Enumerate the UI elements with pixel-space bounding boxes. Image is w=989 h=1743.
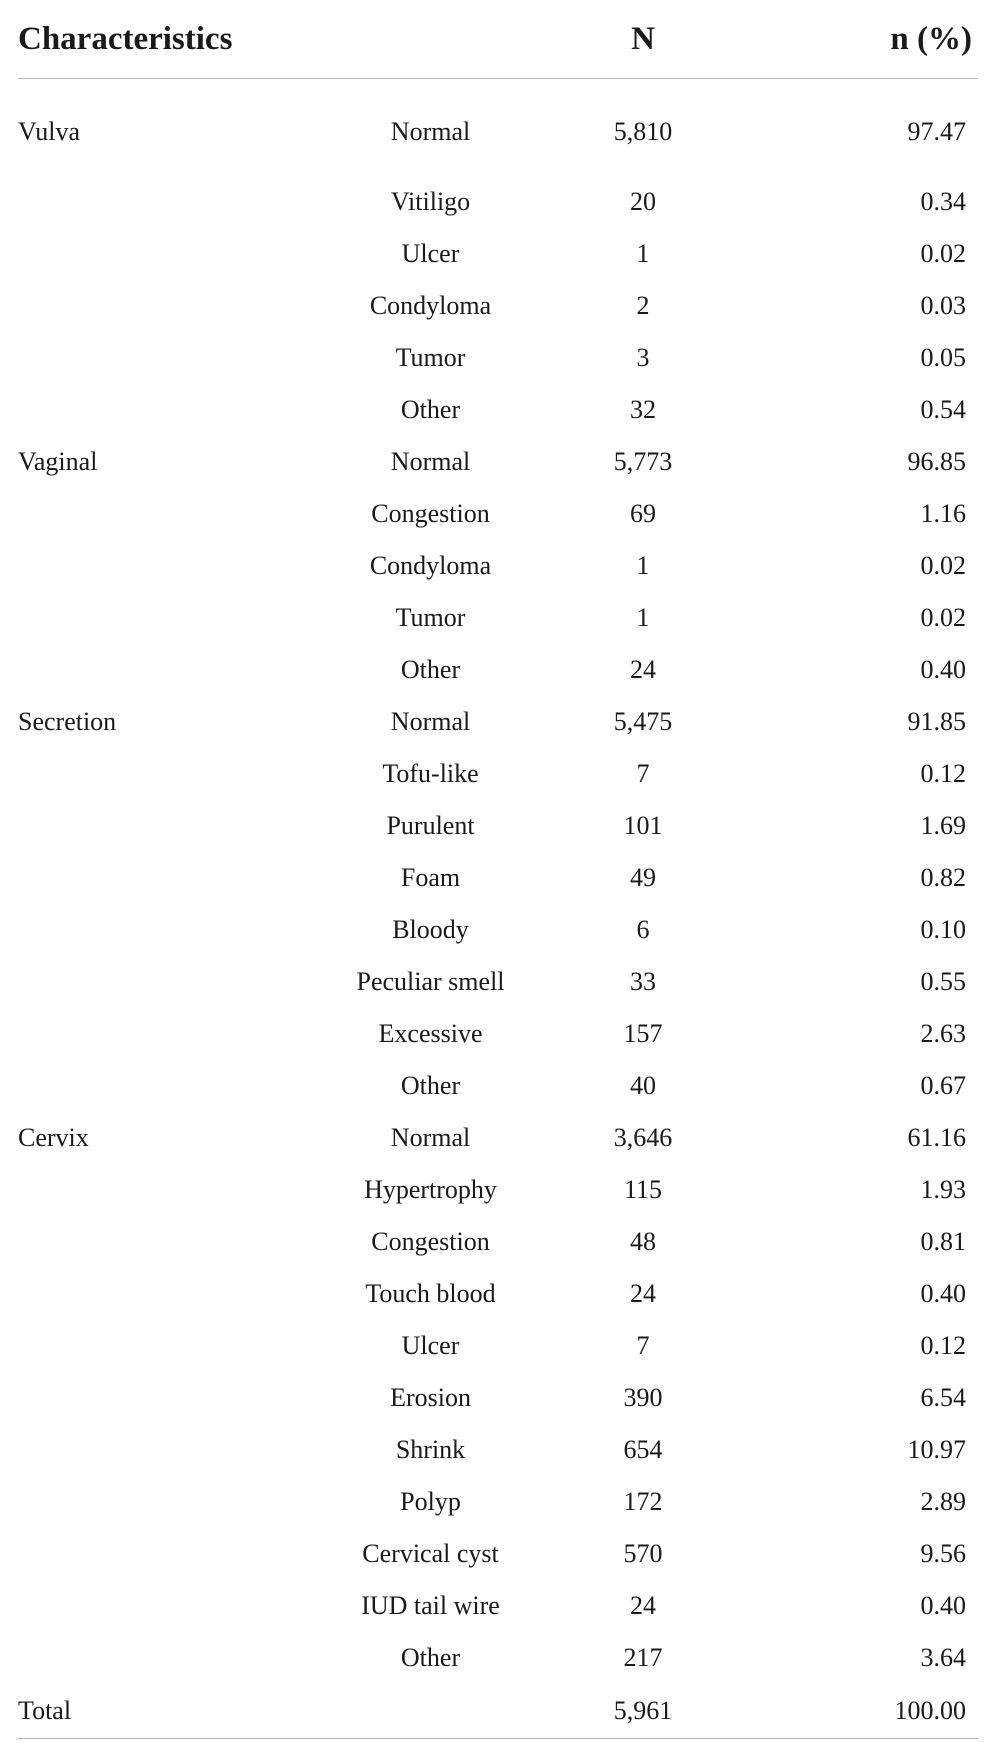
percent-cell: 0.55 bbox=[920, 967, 967, 996]
count-value: 3,646 bbox=[613, 1123, 673, 1152]
category-cell bbox=[18, 592, 308, 644]
subcategory-cell: Excessive bbox=[378, 1019, 483, 1048]
count-value: 172 bbox=[623, 1487, 663, 1516]
count-cell bbox=[553, 1424, 808, 1476]
header-characteristics: Characteristics bbox=[18, 0, 553, 79]
count-value: 69 bbox=[630, 499, 657, 528]
category-cell bbox=[18, 1580, 308, 1632]
count-cell bbox=[553, 488, 808, 540]
category-cell bbox=[18, 852, 308, 904]
percent-cell: 0.40 bbox=[920, 655, 967, 684]
subcategory-cell: Purulent bbox=[386, 811, 475, 840]
count-value: 654 bbox=[623, 1435, 663, 1464]
table-row bbox=[18, 956, 978, 1008]
category-cell bbox=[18, 176, 308, 228]
table-row bbox=[18, 1008, 978, 1060]
count-cell bbox=[553, 1008, 808, 1060]
subcategory-cell: Other bbox=[400, 655, 461, 684]
table-row bbox=[18, 1580, 978, 1632]
count-cell bbox=[553, 1268, 808, 1320]
category-cell bbox=[18, 1164, 308, 1216]
table-row bbox=[18, 540, 978, 592]
subcategory-cell: Normal bbox=[390, 116, 471, 146]
count-cell bbox=[553, 332, 808, 384]
category-cell bbox=[18, 1268, 308, 1320]
subcategory-cell: Normal bbox=[390, 1123, 471, 1152]
category-cell bbox=[18, 332, 308, 384]
percent-cell: 0.34 bbox=[920, 187, 967, 216]
category-cell bbox=[18, 800, 308, 852]
count-cell bbox=[553, 540, 808, 592]
subcategory-cell: Ulcer bbox=[401, 1331, 460, 1360]
count-cell bbox=[553, 800, 808, 852]
table-row bbox=[18, 280, 978, 332]
table-row bbox=[18, 1060, 978, 1112]
table-row bbox=[18, 904, 978, 956]
count-value: 5,961 bbox=[613, 1696, 673, 1725]
subcategory-cell: Bloody bbox=[392, 915, 469, 944]
count-cell bbox=[553, 1632, 808, 1684]
count-cell bbox=[553, 644, 808, 696]
subcategory-cell: Vitiligo bbox=[390, 187, 471, 216]
table-row bbox=[18, 436, 978, 488]
category-cell bbox=[18, 1632, 308, 1684]
count-value: 7 bbox=[636, 759, 650, 788]
percent-cell: 0.40 bbox=[920, 1279, 967, 1308]
subcategory-cell: Other bbox=[400, 1643, 461, 1672]
count-value: 217 bbox=[623, 1643, 663, 1672]
count-value: 1 bbox=[636, 603, 650, 632]
table-row bbox=[18, 384, 978, 436]
subcategory-cell: Normal bbox=[390, 447, 471, 476]
table-row bbox=[18, 1320, 978, 1372]
count-cell bbox=[553, 1372, 808, 1424]
category-cell bbox=[18, 1320, 308, 1372]
header-n-percent: n (%) bbox=[808, 0, 978, 79]
subcategory-cell: Tofu-like bbox=[382, 759, 479, 788]
count-cell bbox=[553, 1060, 808, 1112]
table-row bbox=[18, 176, 978, 228]
table-row bbox=[18, 748, 978, 800]
count-value: 49 bbox=[630, 863, 657, 892]
table-row bbox=[18, 1112, 978, 1164]
table-row bbox=[18, 79, 978, 177]
count-value: 40 bbox=[630, 1071, 657, 1100]
category-cell bbox=[18, 1424, 308, 1476]
category-cell bbox=[18, 488, 308, 540]
category-cell bbox=[18, 956, 308, 1008]
category-cell bbox=[18, 1528, 308, 1580]
subcategory-cell: Tumor bbox=[395, 603, 466, 632]
percent-cell: 0.02 bbox=[920, 603, 967, 632]
count-cell bbox=[553, 1684, 808, 1739]
table-row bbox=[18, 696, 978, 748]
category-cell bbox=[18, 280, 308, 332]
subcategory-cell: Touch blood bbox=[365, 1279, 496, 1308]
category-cell bbox=[18, 1216, 308, 1268]
table-row bbox=[18, 1528, 978, 1580]
subcategory-cell: Congestion bbox=[371, 499, 490, 528]
percent-cell: 0.12 bbox=[920, 1331, 967, 1360]
percent-cell: 6.54 bbox=[920, 1383, 967, 1412]
table-row bbox=[18, 1216, 978, 1268]
count-value: 157 bbox=[623, 1019, 663, 1048]
count-cell bbox=[553, 1580, 808, 1632]
table-row bbox=[18, 1164, 978, 1216]
table-row bbox=[18, 1476, 978, 1528]
count-value: 570 bbox=[623, 1539, 663, 1568]
count-cell bbox=[553, 436, 808, 488]
subcategory-cell: Peculiar smell bbox=[356, 967, 505, 996]
subcategory-cell: Other bbox=[400, 1071, 461, 1100]
table-row bbox=[18, 488, 978, 540]
percent-cell: 0.05 bbox=[920, 343, 967, 372]
percent-cell: 0.82 bbox=[920, 863, 967, 892]
percent-cell: 0.02 bbox=[920, 239, 967, 268]
subcategory-cell: Ulcer bbox=[401, 239, 460, 268]
subcategory-cell: Shrink bbox=[395, 1435, 466, 1464]
count-value: 6 bbox=[636, 915, 650, 944]
percent-cell: 2.89 bbox=[920, 1487, 967, 1516]
count-value: 24 bbox=[630, 1591, 657, 1620]
count-cell bbox=[553, 1216, 808, 1268]
percent-cell: 1.69 bbox=[920, 811, 967, 840]
percent-cell: 96.85 bbox=[907, 447, 967, 476]
percent-cell: 2.63 bbox=[920, 1019, 967, 1048]
count-value: 33 bbox=[630, 967, 657, 996]
category-cell bbox=[18, 1372, 308, 1424]
count-value: 5,810 bbox=[613, 116, 673, 146]
count-cell bbox=[553, 748, 808, 800]
subcategory-cell: Congestion bbox=[371, 1227, 490, 1256]
table-row bbox=[18, 644, 978, 696]
total-row bbox=[18, 1684, 978, 1739]
percent-cell: 3.64 bbox=[920, 1643, 967, 1672]
category-cell bbox=[18, 1476, 308, 1528]
table-row bbox=[18, 800, 978, 852]
percent-cell: 9.56 bbox=[920, 1539, 967, 1568]
percent-cell: 0.40 bbox=[920, 1591, 967, 1620]
count-cell bbox=[553, 852, 808, 904]
percent-cell: 0.67 bbox=[920, 1071, 967, 1100]
count-value: 1 bbox=[636, 551, 650, 580]
count-value: 101 bbox=[623, 811, 663, 840]
count-cell bbox=[553, 592, 808, 644]
table-row bbox=[18, 1268, 978, 1320]
subcategory-cell: Condyloma bbox=[369, 291, 492, 320]
count-value: 1 bbox=[636, 239, 650, 268]
category-cell bbox=[18, 644, 308, 696]
subcategory-cell: Normal bbox=[390, 707, 471, 736]
subcategory-cell: Polyp bbox=[400, 1487, 461, 1516]
count-cell bbox=[553, 1528, 808, 1580]
count-cell bbox=[553, 904, 808, 956]
category-cell bbox=[18, 1008, 308, 1060]
header-row bbox=[18, 0, 978, 79]
subcategory-cell: Other bbox=[400, 395, 461, 424]
subcategory-cell: Erosion bbox=[390, 1383, 471, 1412]
percent-cell: 1.93 bbox=[920, 1175, 967, 1204]
subcategory-cell: Condyloma bbox=[369, 551, 492, 580]
percent-cell: 91.85 bbox=[907, 707, 967, 736]
subcategory-cell: Cervical cyst bbox=[362, 1539, 499, 1568]
category-cell: Vaginal bbox=[18, 447, 98, 476]
subcategory-cell: IUD tail wire bbox=[361, 1591, 500, 1620]
count-cell bbox=[553, 696, 808, 748]
subcategory-cell: Tumor bbox=[395, 343, 466, 372]
count-value: 24 bbox=[630, 655, 657, 684]
percent-cell: 1.16 bbox=[920, 499, 967, 528]
table-header bbox=[18, 0, 978, 79]
count-value: 5,773 bbox=[613, 447, 673, 476]
count-value: 7 bbox=[636, 1331, 650, 1360]
percent-cell: 61.16 bbox=[907, 1123, 967, 1152]
count-value: 115 bbox=[623, 1175, 663, 1204]
count-value: 48 bbox=[630, 1227, 657, 1256]
count-cell bbox=[553, 1320, 808, 1372]
header-n bbox=[553, 0, 808, 79]
count-cell bbox=[553, 280, 808, 332]
category-cell bbox=[18, 748, 308, 800]
count-value: 2 bbox=[636, 291, 650, 320]
percent-cell: 0.81 bbox=[920, 1227, 967, 1256]
category-cell: Total bbox=[18, 1684, 308, 1739]
percent-cell: 10.97 bbox=[907, 1435, 967, 1464]
category-cell bbox=[18, 540, 308, 592]
count-value: 5,475 bbox=[613, 707, 673, 736]
count-cell bbox=[553, 1112, 808, 1164]
table-row bbox=[18, 1372, 978, 1424]
count-cell bbox=[553, 1476, 808, 1528]
count-value: 32 bbox=[630, 395, 657, 424]
category-cell: Secretion bbox=[18, 707, 117, 736]
percent-cell: 0.10 bbox=[920, 915, 967, 944]
percent-cell: 100.00 bbox=[808, 1684, 978, 1739]
table-row bbox=[18, 1424, 978, 1476]
table-row bbox=[18, 332, 978, 384]
count-value: 3 bbox=[636, 343, 650, 372]
table-row bbox=[18, 852, 978, 904]
characteristics-table bbox=[18, 0, 978, 1739]
subcategory-cell: Foam bbox=[400, 863, 461, 892]
table-row bbox=[18, 1632, 978, 1684]
percent-cell: 0.54 bbox=[920, 395, 967, 424]
count-value: 20 bbox=[630, 187, 657, 216]
table-row bbox=[18, 592, 978, 644]
count-cell bbox=[553, 1164, 808, 1216]
count-cell bbox=[553, 384, 808, 436]
table-body bbox=[18, 79, 978, 1739]
percent-cell: 97.47 bbox=[907, 116, 967, 146]
count-cell bbox=[553, 956, 808, 1008]
subcategory-cell bbox=[308, 1684, 553, 1739]
table-row bbox=[18, 228, 978, 280]
percent-cell: 0.03 bbox=[920, 291, 967, 320]
category-cell bbox=[18, 1060, 308, 1112]
category-cell bbox=[18, 904, 308, 956]
count-value: 24 bbox=[630, 1279, 657, 1308]
percent-cell: 0.12 bbox=[920, 759, 967, 788]
count-cell bbox=[553, 79, 808, 177]
count-cell bbox=[553, 228, 808, 280]
count-cell bbox=[553, 176, 808, 228]
header-n-label: N bbox=[631, 20, 655, 57]
count-value: 390 bbox=[623, 1383, 663, 1412]
percent-cell: 0.02 bbox=[920, 551, 967, 580]
category-cell: Cervix bbox=[18, 1123, 89, 1152]
category-cell bbox=[18, 384, 308, 436]
category-cell bbox=[18, 228, 308, 280]
subcategory-cell: Hypertrophy bbox=[364, 1175, 497, 1204]
category-cell: Vulva bbox=[18, 116, 80, 146]
